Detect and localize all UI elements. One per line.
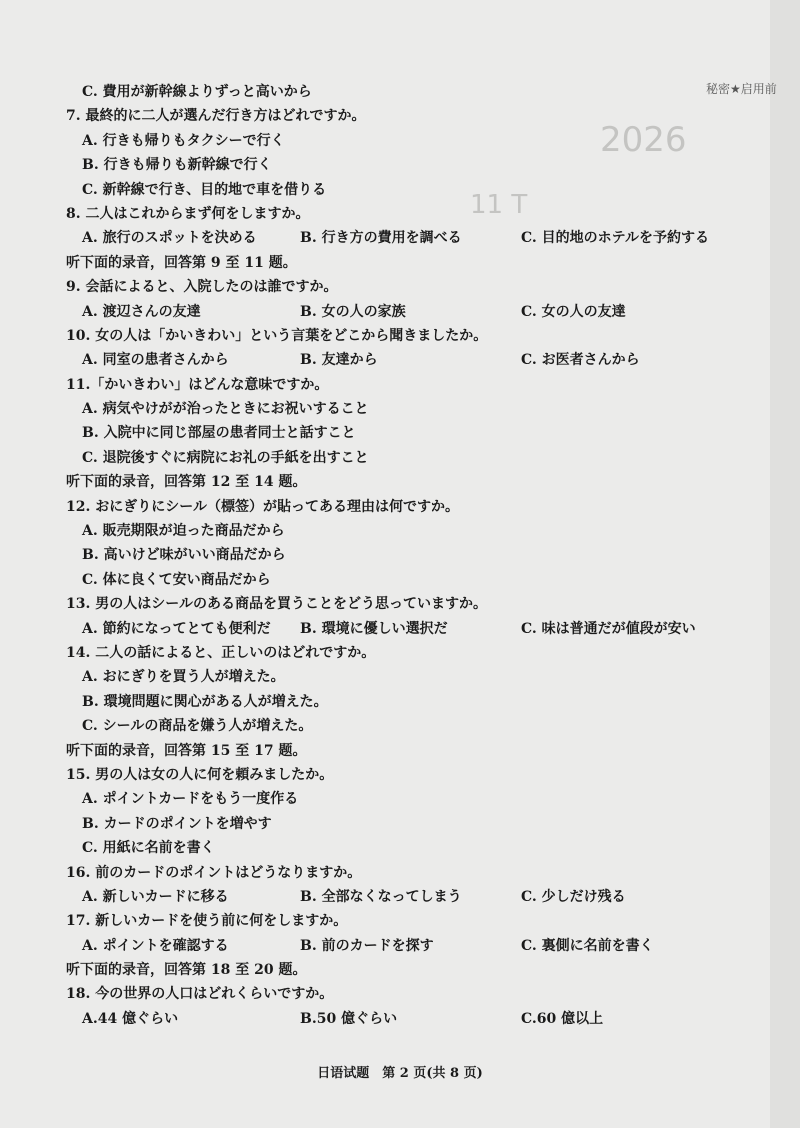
bleed-through-margin (770, 0, 800, 1128)
option-row (66, 568, 746, 592)
answer-option: C. 裏側に名前を書く (521, 937, 654, 954)
question-text: 14. 二人の話によると、正しいのはどれですか。 (66, 644, 376, 661)
answer-option: B. 友達から (300, 352, 378, 369)
answer-option: B. 高いけど味がいい商品だから (82, 547, 286, 564)
question-text: 15. 男の人は女の人に何を頼みましたか。 (66, 766, 334, 783)
option-row (66, 812, 746, 836)
section-instruction: 听下面的录音，回答第 12 至 14 题。 (66, 474, 307, 491)
option-row (66, 787, 746, 811)
question-row (66, 202, 746, 226)
option-row (66, 665, 746, 689)
question-row (66, 373, 746, 397)
answer-option: A. 新しいカードに移る (82, 888, 229, 905)
question-row (66, 104, 746, 128)
question-text: 17. 新しいカードを使う前に何をしますか。 (66, 913, 348, 930)
option-row (66, 617, 746, 641)
answer-option: B. カードのポイントを増やす (82, 815, 272, 832)
option-row (66, 885, 746, 909)
answer-option: C. 用紙に名前を書く (82, 840, 215, 857)
answer-option: B. 環境問題に関心がある人が増えた。 (82, 693, 328, 710)
answer-option: B. 全部なくなってしまう (300, 888, 462, 905)
question-row (66, 495, 746, 519)
answer-option: C. 費用が新幹線よりずっと高いから (82, 84, 312, 100)
question-text: 13. 男の人はシールのある商品を買うことをどう思っていますか。 (66, 596, 487, 613)
answer-option: A. 病気やけがが治ったときにお祝いすること (82, 401, 369, 418)
answer-option: C. 味は普通だが値段が安い (521, 620, 696, 637)
section-instruction: 听下面的录音，回答第 15 至 17 题。 (66, 742, 307, 759)
section-row (66, 958, 746, 982)
question-text: 12. おにぎりにシール（標签）が貼ってある理由は何ですか。 (66, 498, 459, 515)
answer-option: B. 環境に優しい選択だ (300, 620, 448, 637)
question-text: 8. 二人はこれからまず何をしますか。 (66, 205, 310, 222)
answer-option: C.60 億以上 (521, 1010, 604, 1027)
question-row (66, 763, 746, 787)
page-footer: 日语试题 第 2 页(共 8 页) (317, 1066, 483, 1081)
answer-option: B. 入院中に同じ部屋の患者同士と話すこと (82, 425, 356, 442)
answer-option: C. 少しだけ残る (521, 888, 626, 905)
answer-option: C. シールの商品を嫌う人が増えた。 (82, 718, 313, 735)
option-row (66, 690, 746, 714)
option-row (66, 226, 746, 250)
answer-option: A. 節約になってとても便利だ (82, 620, 271, 637)
answer-option: C. 新幹線で行き、目的地で車を借りる (82, 181, 327, 198)
answer-option: C. お医者さんから (521, 352, 640, 369)
question-text: 10. 女の人は「かいきわい」という言葉をどこから聞きましたか。 (66, 327, 488, 344)
question-text: 9. 会話によると、入院したのは誰ですか。 (66, 279, 338, 296)
section-instruction: 听下面的录音，回答第 18 至 20 题。 (66, 962, 307, 979)
answer-option: B. 女の人の家族 (300, 303, 406, 320)
answer-option: C. 退院後すぐに病院にお礼の手紙を出すこと (82, 449, 369, 466)
answer-option: A. 販売期限が迫った商品だから (82, 523, 285, 540)
answer-option: A. 同室の患者さんから (82, 352, 229, 369)
option-row (66, 836, 746, 860)
question-text: 18. 今の世界の人口はどれくらいですか。 (66, 986, 334, 1003)
answer-option: A. 旅行のスポットを決める (82, 230, 257, 247)
section-instruction: 听下面的录音，回答第 9 至 11 题。 (66, 254, 297, 271)
answer-option: B.50 億ぐらい (300, 1010, 398, 1027)
question-row (66, 861, 746, 885)
question-row (66, 982, 746, 1006)
answer-option: B. 前のカードを探す (300, 937, 434, 954)
option-row (66, 153, 746, 177)
section-row (66, 470, 746, 494)
option-row (66, 129, 746, 153)
answer-option: A. ポイントを確認する (82, 937, 229, 954)
section-row (66, 251, 746, 275)
option-row (66, 1007, 746, 1031)
question-row (66, 909, 746, 933)
answer-option: B. 行きも帰りも新幹線で行く (82, 157, 272, 174)
option-row (66, 714, 746, 738)
option-row (66, 80, 746, 104)
option-row (66, 934, 746, 958)
question-text: 16. 前のカードのポイントはどうなりますか。 (66, 864, 362, 881)
question-text: 11.「かいきわい」はどんな意味ですか。 (66, 376, 329, 393)
question-text: 7. 最終的に二人が選んだ行き方はどれですか。 (66, 108, 366, 125)
answer-option: A. 行きも帰りもタクシーで行く (82, 132, 285, 149)
answer-option: C. 体に良くて安い商品だから (82, 571, 271, 588)
question-row (66, 641, 746, 665)
option-row (66, 178, 746, 202)
answer-option: C. 目的地のホテルを予約する (521, 230, 709, 247)
option-row (66, 397, 746, 421)
section-row (66, 739, 746, 763)
answer-option: A. おにぎりを買う人が増えた。 (82, 669, 285, 686)
question-row (66, 592, 746, 616)
option-row (66, 421, 746, 445)
answer-option: C. 女の人の友達 (521, 303, 626, 320)
question-row (66, 324, 746, 348)
answer-option: A. ポイントカードをもう一度作る (82, 791, 299, 808)
question-row (66, 275, 746, 299)
option-row (66, 348, 746, 372)
answer-option: B. 行き方の費用を調べる (300, 230, 462, 247)
option-row (66, 543, 746, 567)
option-row (66, 519, 746, 543)
bleed-through-text: 11 T (470, 190, 528, 220)
answer-option: A. 渡辺さんの友達 (82, 303, 201, 320)
answer-option: A.44 億ぐらい (82, 1010, 179, 1027)
option-row (66, 300, 746, 324)
option-row (66, 446, 746, 470)
confidential-stamp: 秘密★启用前 (706, 82, 777, 96)
bleed-through-title: 2026 (600, 120, 687, 160)
question-list (66, 80, 746, 1031)
